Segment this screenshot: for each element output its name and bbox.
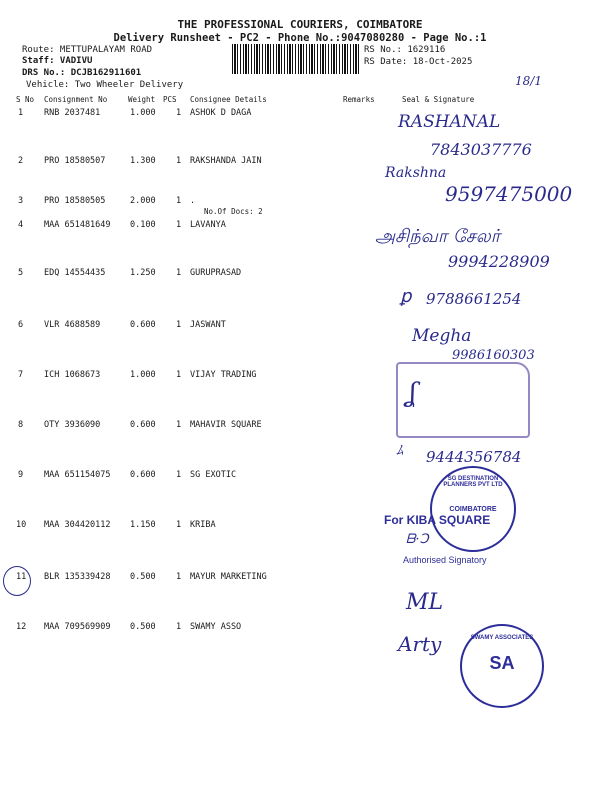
row-consignee: MAYUR MARKETING <box>190 572 267 582</box>
row-consignee: GURUPRASAD <box>190 268 242 278</box>
row-weight: 1.000 <box>130 370 156 380</box>
row-weight: 1.250 <box>130 268 156 278</box>
signature-6-name: Megha <box>412 326 472 346</box>
signature-6-phone: 9986160303 <box>452 348 535 363</box>
col-pcs: PCS <box>163 95 177 104</box>
row-consignment: MAA 651481649 <box>44 220 111 230</box>
row-consignment: BLR 135339428 <box>44 572 111 582</box>
row-sno: 8 <box>18 420 24 430</box>
row-pcs: 1 <box>176 320 182 330</box>
row-sno: 5 <box>18 268 24 278</box>
row-consignment: PRO 18580505 <box>44 196 106 206</box>
rs-date: RS Date: 18-Oct-2025 <box>364 57 473 67</box>
row-pcs: 1 <box>176 622 182 632</box>
drs-label: DRS No.: DCJB162911601 <box>22 68 142 78</box>
signature-8-scribble: ﾑ <box>396 443 403 459</box>
row-consignment: OTY 3936090 <box>44 420 101 430</box>
col-consignment: Consignment No <box>44 95 108 104</box>
row-consignment: EDQ 14554435 <box>44 268 106 278</box>
kiba-stamp <box>430 466 516 552</box>
signature-7-scribble: ʆ <box>408 378 417 408</box>
swamy-stamp-ring: SWAMY ASSOCIATES <box>470 635 534 641</box>
row-weight: 0.600 <box>130 470 156 480</box>
barcode <box>232 44 360 74</box>
swamy-stamp-center: SA <box>489 653 515 673</box>
row-weight: 2.000 <box>130 196 156 206</box>
col-seal-signature: Seal & Signature <box>402 95 475 104</box>
row-consignment: MAA 651154075 <box>44 470 111 480</box>
runsheet-subtitle: Delivery Runsheet - PC2 - Phone No.:9047080280 - Page No.:1 <box>113 32 487 44</box>
row-consignee: RAKSHANDA JAIN <box>190 156 262 166</box>
vehicle-label: Vehicle: Two Wheeler Delivery <box>26 80 184 90</box>
rs-number: RS No.: 1629116 <box>364 45 446 55</box>
signature-10-scribble: ᗷ·ꓛ <box>406 532 429 547</box>
row-sno: 1 <box>18 108 24 118</box>
signature-4-phone: 9994228909 <box>448 252 550 271</box>
handwritten-count: 18/1 <box>515 74 542 88</box>
row-consignee: VIJAY TRADING <box>190 370 257 380</box>
swamy-stamp <box>460 624 544 708</box>
row-consignment: MAA 709569909 <box>44 622 111 632</box>
row-weight: 1.000 <box>130 108 156 118</box>
row-consignee: JASWANT <box>190 320 226 330</box>
row-pcs: 1 <box>176 156 182 166</box>
signature-8-phone: 9444356784 <box>426 448 522 466</box>
company-title: THE PROFESSIONAL COURIERS, COIMBATORE <box>177 18 423 31</box>
row-pcs: 1 <box>176 196 182 206</box>
signature-1-name: RASHANAL <box>398 112 501 132</box>
row-sno: 9 <box>18 470 24 480</box>
signature-5-phone: 9788661254 <box>426 290 522 308</box>
col-weight: Weight <box>128 95 156 104</box>
row-consignment: VLR 4688589 <box>44 320 101 330</box>
signature-2-name: Rakshna <box>385 165 447 181</box>
table-row <box>0 268 600 288</box>
row-sno: 6 <box>18 320 24 330</box>
table-row <box>0 320 600 340</box>
row-consignee: SG EXOTIC <box>190 470 237 480</box>
row-consignment: MAA 304420112 <box>44 520 111 530</box>
row-weight: 0.600 <box>130 420 156 430</box>
row-weight: 1.300 <box>130 156 156 166</box>
row-weight: 0.500 <box>130 622 156 632</box>
row-consignee: SWAMY ASSO <box>190 622 242 632</box>
row-weight: 0.500 <box>130 572 156 582</box>
row-pcs: 1 <box>176 520 182 530</box>
authorised-signatory: Authorised Signatory <box>403 555 487 565</box>
row-pcs: 1 <box>176 370 182 380</box>
row-consignee: ASHOK D DAGA <box>190 108 252 118</box>
signature-5-scribble: ꝑ <box>400 286 412 307</box>
kiba-stamp-ring: SG DESTINATION PLANNERS PVT LTD <box>443 476 503 488</box>
signature-1-phone: 7843037776 <box>430 140 532 159</box>
col-consignee: Consignee Details <box>190 95 267 104</box>
row-weight: 0.600 <box>130 320 156 330</box>
row-pcs: 1 <box>176 470 182 480</box>
route-label: Route: METTUPALAYAM ROAD <box>22 45 153 55</box>
row-pcs: 1 <box>176 108 182 118</box>
row-pcs: 1 <box>176 572 182 582</box>
row-consignee: KRIBA <box>190 520 216 530</box>
kiba-stamp-center: COIMBATORE <box>449 506 497 513</box>
handwritten-circle <box>3 566 31 596</box>
signature-2-phone: 9597475000 <box>445 182 573 206</box>
row-consignment: ICH 1068673 <box>44 370 101 380</box>
row-sno: 11 <box>16 572 27 582</box>
row-pcs: 1 <box>176 268 182 278</box>
row-sno: 4 <box>18 220 24 230</box>
signature-4-name: அசிந்வா சேலர் <box>375 226 501 247</box>
table-row <box>0 220 600 240</box>
row-weight: 1.150 <box>130 520 156 530</box>
signature-12: Arty <box>398 632 442 656</box>
col-remarks: Remarks <box>343 95 375 104</box>
row-pcs: 1 <box>176 220 182 230</box>
signature-11: ML <box>406 590 444 615</box>
row-pcs: 1 <box>176 420 182 430</box>
row-consignment: RNB 2037481 <box>44 108 101 118</box>
row-consignee: LAVANYA <box>190 220 226 230</box>
row-weight: 0.100 <box>130 220 156 230</box>
staff-label: Staff: VADIVU <box>22 56 93 66</box>
table-row <box>0 572 600 592</box>
kiba-firm-name: For KIBA SQUARE <box>384 513 491 527</box>
row-sno: 12 <box>16 622 27 632</box>
row-consignment: PRO 18580507 <box>44 156 106 166</box>
table-row <box>0 108 600 128</box>
row-sno: 10 <box>16 520 27 530</box>
col-sno: S No <box>16 95 35 104</box>
row-note: No.Of Docs: 2 <box>204 207 263 216</box>
row-sno: 2 <box>18 156 24 166</box>
row-consignee: MAHAVIR SQUARE <box>190 420 262 430</box>
row-sno: 7 <box>18 370 24 380</box>
row-consignee: . <box>190 196 196 206</box>
row-sno: 3 <box>18 196 24 206</box>
table-row <box>0 156 600 176</box>
